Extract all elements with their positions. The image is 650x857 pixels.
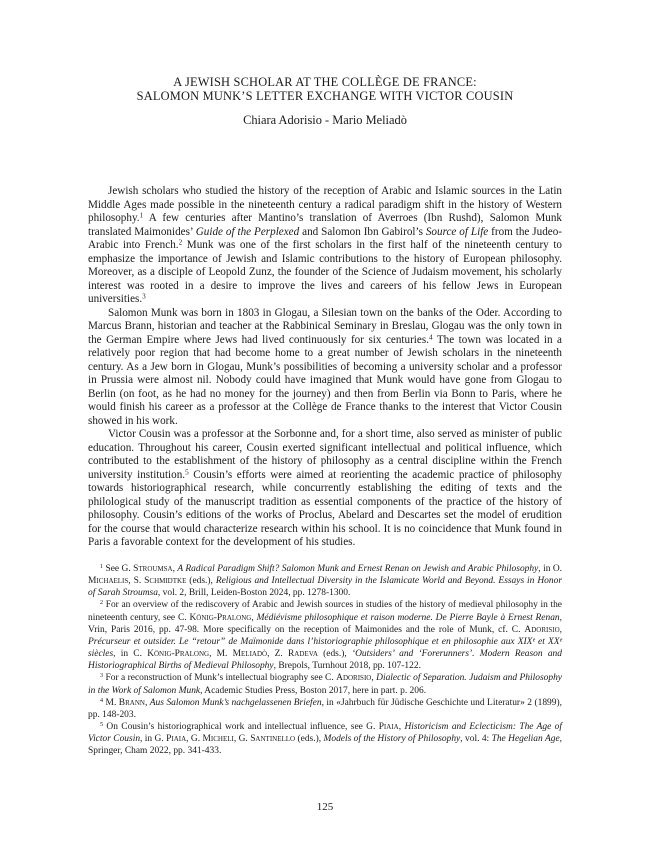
footnote: $^1$ See G. Stroumsa, A Radical Paradigm Shift? Salomon Munk and Ernest Renan on Jewish and Arabic Philosophy, in O. Michaelis, S. Schmidtke (eds.), Religious and Intellectual Diversity in the Islamicate World and Beyond. Essays in Honor of Sarah Stroumsa, vol. 2, Brill, Leiden-Boston 2024, pp. 1278-1300. — [88, 563, 563, 599]
footnote-ref[interactable]: 1 — [139, 211, 144, 220]
body-paragraph: Jewish scholars who studied the history of the reception of Arabic and Islamic sources in the Latin Middle Ages made possible in the nineteenth century a radical paradigm shift in the history of Western philosophy.$^1$ A few centuries after Mantino’s translation of Averroes (Ibn Rushd), Salomon Munk translated Maimonides’ Guide of the Perplexed and Salomon Ibn Gabirol’s Source of Life from the Judeo-Arabic into French.$^2$ Munk was one of the first scholars in the first half of the nineteenth century to emphasize the importance of Jewish and Islamic contributions to the history of European philosophy. Moreover, as a disciple of Leopold Zunz, the founder of the Science of Judaism movement, his scholarly interest was rooted in a desire to improve the lives and careers of his fellow Jews in European universities.$^3$ — [88, 185, 563, 305]
article-title — [60, 75, 590, 103]
footnote: $^3$ For a reconstruction of Munk’s intellectual biography see C. Adorisio, Dialectic of Separation. Judaism and Philosophy in the Work of Salomon Munk, Academic Studies Press, Boston 2017, here in part. p. 206. — [88, 673, 562, 696]
page-number: 125 — [316, 801, 334, 813]
footnote-ref[interactable]: 3 — [142, 292, 146, 301]
footnote: $^5$ On Cousin’s historiographical work and intellectual influence, see G. Piaia, Historicism and Eclecticism: The Age of Victor Cousin, in G. Piaia, G. Micheli, G. Santinello (eds.), Models of the History of Philosophy, vol. 4: The Hegelian Age, Springer, Cham 2022, pp. 341-433. — [88, 721, 563, 757]
footnote-ref[interactable]: 5 — [185, 467, 189, 476]
footnotes — [88, 563, 562, 758]
article-title-line-2: SALOMON MUNK’S LETTER EXCHANGE WITH VICTOR COUSIN — [136, 89, 514, 103]
footnote-ref[interactable]: 2 — [178, 238, 183, 247]
body-paragraph: Salomon Munk was born in 1803 in Glogau, a Silesian town on the banks of the Oder. According to Marcus Brann, historian and teacher at the Rabbinical Seminary in Breslau, Glogau was the only town in the German Empire where Jews had lived continuously for six centuries.$^4$ The town was located in a relatively poor region that had become home to a great number of Jewish scholars in the nineteenth century. As a Jew born in Glogau, Munk’s possibilities of becoming a university scholar and a professor in Prussia were almost nil. Nobody could have imagined that Munk would have gone from Glogau to Berlin (on foot, as he had no money for the journey) and then from Berlin via Bonn to Paris, where he would finish his career as a professor at the Collège de France thanks to the interest that Victor Cousin showed in his work. — [88, 306, 563, 427]
footnote: $^2$ For an overview of the rediscovery of Arabic and Jewish sources in studies of the history of medieval philosophy in the nineteenth century, see C. König-Pralong, Médiévisme philosophique et raison moderne. De Pierre Bayle à Ernest Renan, Vrin, Paris 2016, pp. 47-98. More specifically on the reception of Maimonides and the role of Munk, cf. C. Adorisio, Précurseur et outsider. Le “retour” de Maïmonide dans l’historiographie philosophique et en philosophie aux XIXᵉ et XXᵉ siècles, in C. König-Pralong, M. Meliadò, Z. Radeva (eds.), ‘Outsiders’ and ‘Forerunners’. Modern Reason and Historiographical Births of Medieval Philosophy, Brepols, Turnhout 2018, pp. 107-122. — [88, 600, 563, 672]
body-paragraph: Victor Cousin was a professor at the Sorbonne and, for a short time, also served as minister of public education. Throughout his career, Cousin exerted significant intellectual and political influence, which contributed to the establishment of the history of philosophy as a central discipline within the French university institution.$^5$ Cousin’s efforts were aimed at reorienting the academic practice of philosophy towards historiographical research, while concurrently establishing the editing of texts and the philological study of the manuscript tradition as essential components of the practice of the history of philosophy. Cousin’s editions of the works of Proclus, Abelard and Descartes set the model of erudition for the course that would characterize research within his school. It is no coincidence that Munk found in Paris a favorable context for the development of his studies. — [88, 428, 562, 548]
article-title-line-1: A JEWISH SCHOLAR AT THE COLLÈGE DE FRANCE: — [173, 75, 477, 89]
article-authors: Chiara Adorisio - Mario Meliadò — [243, 113, 407, 127]
footnote-ref[interactable]: 4 — [428, 332, 433, 341]
article-body — [88, 185, 562, 550]
footnote: $^4$ M. Brann, Aus Salomon Munk’s nachgelassenen Briefen, in «Jahrbuch für Jüdische Geschichte und Literatur» 2 (1899), pp. 148-203. — [88, 697, 563, 720]
